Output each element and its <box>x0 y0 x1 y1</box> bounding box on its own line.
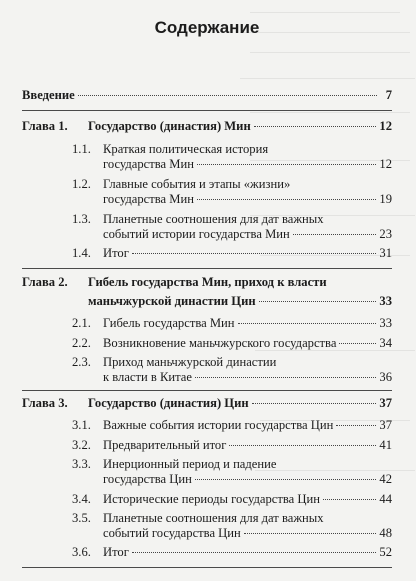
dot-leader <box>238 323 377 324</box>
divider <box>22 390 392 391</box>
section-title-cont: государства Цин <box>103 472 192 486</box>
section-title-cont: событий государства Цин <box>103 526 241 540</box>
section-number: 3.3. <box>72 457 91 471</box>
dot-leader <box>252 403 377 404</box>
section-number: 2.1. <box>72 316 91 330</box>
section-number: 2.2. <box>72 336 91 350</box>
dot-leader <box>132 253 377 254</box>
section-title: Приход маньчжурской династии <box>103 355 277 369</box>
dot-leader <box>339 343 376 344</box>
section-title: Краткая политическая история <box>103 142 269 156</box>
page-number: 31 <box>379 246 392 260</box>
chapter-title: Гибель государства Мин, приход к власти <box>88 275 327 289</box>
toc-section-2-1[interactable] <box>72 316 392 331</box>
toc-chapter-3[interactable] <box>22 396 392 411</box>
dot-leader <box>259 301 377 302</box>
section-title: Планетные соотношения для дат важных <box>103 212 324 226</box>
dot-leader <box>254 126 377 127</box>
section-title-cont: государства Мин <box>103 157 194 171</box>
dot-leader <box>78 95 377 96</box>
section-title: Итог <box>103 545 129 559</box>
section-title: Гибель государства Мин <box>103 316 235 330</box>
dot-leader <box>132 552 377 553</box>
page-number: 7 <box>385 88 392 102</box>
page-number: 12 <box>379 119 392 133</box>
section-title: Инерционный период и падение <box>103 457 277 471</box>
section-title: Исторические периоды государства Цин <box>103 492 320 506</box>
section-title: Планетные соотношения для дат важных <box>103 511 324 525</box>
page-number: 19 <box>379 192 392 206</box>
entry-label: Введение <box>22 88 75 102</box>
chapter-title: Государство (династия) Мин <box>88 119 251 133</box>
section-title: Возникновение маньчжурского государства <box>103 336 337 350</box>
toc-entry-intro[interactable] <box>22 88 392 103</box>
section-number: 3.6. <box>72 545 91 559</box>
chapter-title: Государство (династия) Цин <box>88 396 249 410</box>
toc-section-1-3[interactable] <box>72 212 392 242</box>
page-number: 52 <box>379 545 392 559</box>
dot-leader <box>229 445 376 446</box>
page-number: 36 <box>379 370 392 384</box>
toc-section-3-6[interactable] <box>72 545 392 560</box>
section-title: Главные события и этапы «жизни» <box>103 177 291 191</box>
toc-section-3-3[interactable] <box>72 457 392 487</box>
section-number: 3.5. <box>72 511 91 525</box>
chapter-label: Глава 2. <box>22 275 68 289</box>
divider <box>22 268 392 269</box>
dot-leader <box>336 425 376 426</box>
divider <box>22 567 392 568</box>
dot-leader <box>197 164 376 165</box>
chapter-label: Глава 1. <box>22 119 68 133</box>
section-number: 1.2. <box>72 177 91 191</box>
section-number: 1.1. <box>72 142 91 156</box>
page-number: 48 <box>379 526 392 540</box>
toc-section-3-5[interactable] <box>72 511 392 541</box>
page-number: 33 <box>379 316 392 330</box>
page-number: 41 <box>379 438 392 452</box>
section-number: 3.1. <box>72 418 91 432</box>
toc-section-3-1[interactable] <box>72 418 392 433</box>
toc-chapter-1[interactable] <box>22 119 392 134</box>
toc-section-3-4[interactable] <box>72 492 392 507</box>
page-number: 33 <box>379 294 392 308</box>
toc-section-2-2[interactable] <box>72 336 392 351</box>
section-title: Предварительный итог <box>103 438 227 452</box>
section-title-cont: событий истории государства Мин <box>103 227 290 241</box>
section-title-cont: государства Мин <box>103 192 194 206</box>
section-number: 1.3. <box>72 212 91 226</box>
dot-leader <box>195 377 376 378</box>
page-number: 37 <box>379 418 392 432</box>
section-title: Важные события истории государства Цин <box>103 418 334 432</box>
section-number: 3.4. <box>72 492 91 506</box>
page-number: 37 <box>379 396 392 410</box>
dot-leader <box>244 533 377 534</box>
section-number: 3.2. <box>72 438 91 452</box>
chapter-label: Глава 3. <box>22 396 68 410</box>
section-number: 2.3. <box>72 355 91 369</box>
toc-section-1-4[interactable] <box>72 246 392 261</box>
section-number: 1.4. <box>72 246 91 260</box>
page-number: 12 <box>379 157 392 171</box>
toc-section-2-3[interactable] <box>72 355 392 385</box>
toc-section-3-2[interactable] <box>72 438 392 453</box>
dot-leader <box>293 234 377 235</box>
toc-section-1-2[interactable] <box>72 177 392 207</box>
divider <box>22 110 392 111</box>
page-number: 44 <box>379 492 392 506</box>
page-number: 42 <box>379 472 392 486</box>
dot-leader <box>323 499 376 500</box>
dot-leader <box>197 199 376 200</box>
toc-section-1-1[interactable] <box>72 142 392 172</box>
page-number: 23 <box>379 227 392 241</box>
toc-chapter-2[interactable] <box>22 275 392 309</box>
page-number: 34 <box>379 336 392 350</box>
page-title: Содержание <box>154 18 260 37</box>
section-title: Итог <box>103 246 129 260</box>
dot-leader <box>195 479 377 480</box>
chapter-title-cont: маньчжурской династии Цин <box>88 294 256 308</box>
section-title-cont: к власти в Китае <box>103 370 192 384</box>
